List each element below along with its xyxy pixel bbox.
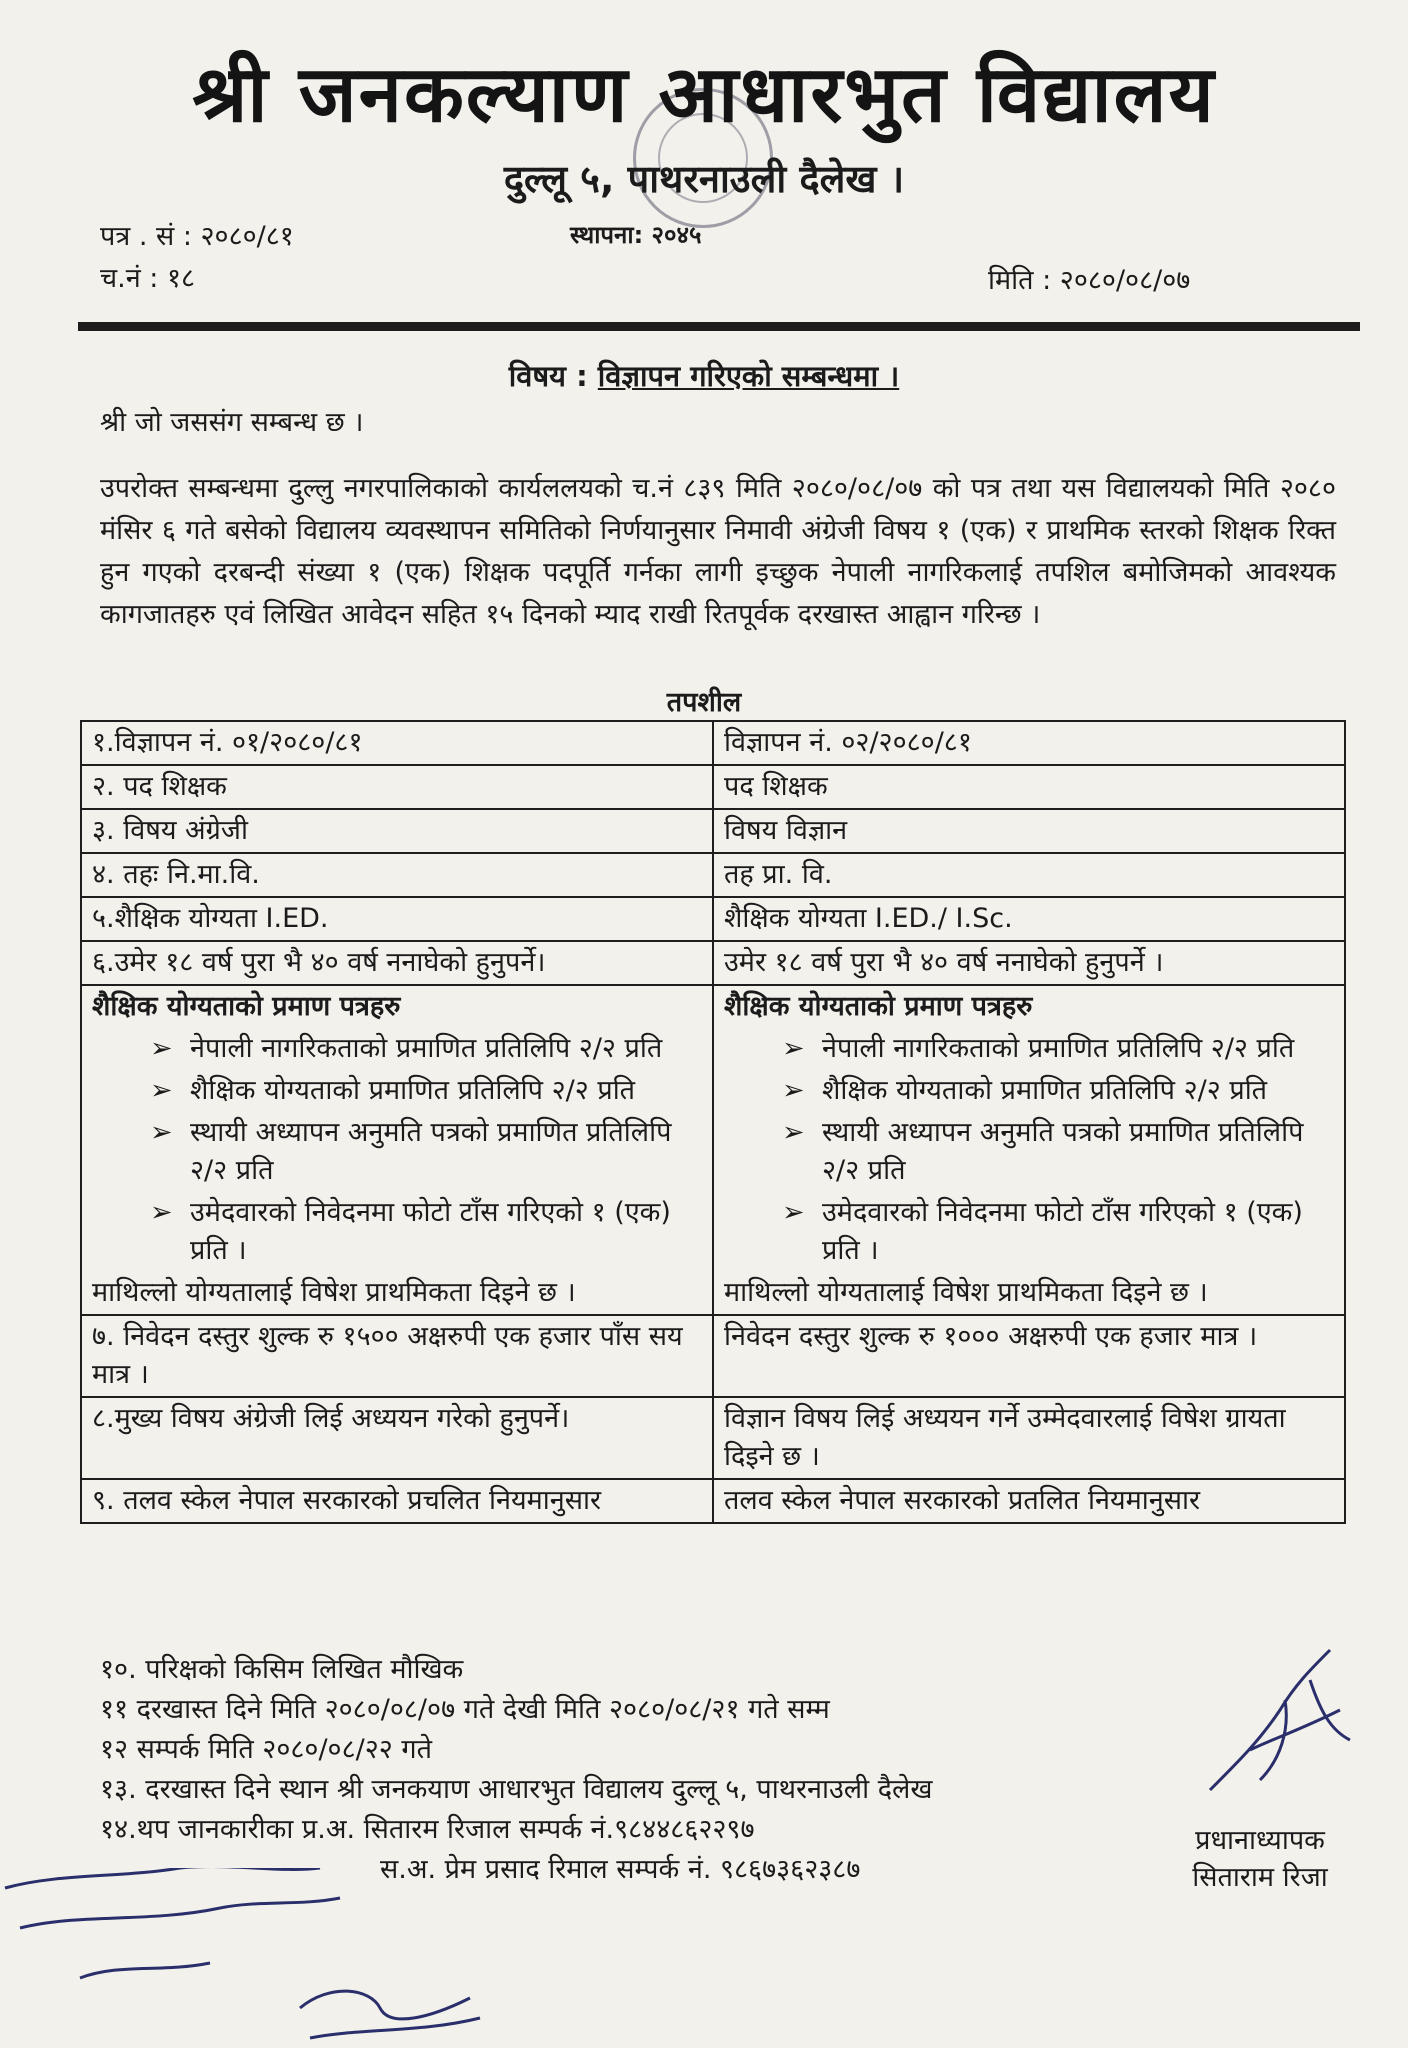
list-item: ➢ स्थायी अध्यापन अनुमति पत्रको प्रमाणित प्रतिलिपि २/२ प्रति [782,1114,1334,1190]
arrow-bullet-icon: ➢ [150,1117,173,1148]
note-line: १३. दरखास्त दिने स्थान श्री जनकयाण आधारभुत विद्यालय दुल्लू ५, पाथरनाउली दैलेख [100,1774,933,1805]
arrow-bullet-icon: ➢ [782,1197,805,1228]
school-address: दुल्लू ५, पाथरनाउली दैलेख । [503,157,905,201]
header-divider [78,322,1360,331]
arrow-bullet-icon: ➢ [150,1033,173,1064]
arrow-bullet-icon: ➢ [782,1075,805,1106]
documents-list [92,1030,702,1270]
note-line: १२ सम्पर्क मिति २०८०/०८/२२ गते [100,1734,432,1765]
table-cell: पद शिक्षक [713,765,1345,809]
table-row [81,1479,1345,1523]
table-row [81,1397,1345,1479]
table-row [81,809,1345,853]
documents-cell-right [713,985,1345,1315]
list-item: ➢ उमेदवारको निवेदनमा फोटो टाँस गरिएको १ (एक) प्रति । [782,1194,1334,1270]
note-line: १४.थप जानकारीका प्र.अ. सितारम रिजाल सम्पर्क नं.९८४४८६२२९७ [100,1814,755,1845]
signatory-name: सिताराम रिजा [1192,1862,1328,1893]
letter-date: मिति : २०८०/०८/०७ [988,265,1191,296]
documents-note: माथिल्लो योग्यतालाई विषेश प्राथमिकता दिइने छ । [724,1277,1208,1308]
documents-title: शैक्षिक योग्यताको प्रमाण पत्रहरु [724,991,1033,1022]
subject-line [0,356,1408,395]
documents-title: शैक्षिक योग्यताको प्रमाण पत्रहरु [92,991,401,1022]
table-row [81,1315,1345,1397]
documents-cell-left [81,985,713,1315]
table-row [81,897,1345,941]
school-title: श्री जनकल्याण आधारभुत विद्यालय [192,50,1216,140]
table-row [81,721,1345,765]
subject-prefix: विषय : [508,359,588,393]
table-row-documents [81,985,1345,1315]
additional-notes [100,1650,932,1890]
table-cell: शैक्षिक योग्यता I.ED./ I.Sc. [713,897,1345,941]
note-line: स.अ. प्रेम प्रसाद रिमाल सम्पर्क नं. ९८६७३६२३८७ [380,1854,861,1885]
list-item: ➢ स्थायी अध्यापन अनुमति पत्रको प्रमाणित प्रतिलिपि २/२ प्रति [150,1114,702,1190]
table-cell: तलव स्केल नेपाल सरकारको प्रतलित नियमानुसार [713,1479,1345,1523]
table-cell: तह प्रा. वि. [713,853,1345,897]
subject-text: विज्ञापन गरिएको सम्बन्धमा । [597,359,900,393]
table-row [81,853,1345,897]
table-cell: विषय विज्ञान [713,809,1345,853]
table-cell: ४. तहः नि.मा.वि. [81,853,713,897]
table-cell: ३. विषय अंग्रेजी [81,809,713,853]
table-row [81,941,1345,985]
list-item: ➢ नेपाली नागरिकताको प्रमाणित प्रतिलिपि २/२ प्रति [782,1030,1334,1068]
table-cell: ९. तलव स्केल नेपाल सरकारको प्रचलित नियमानुसार [81,1479,713,1523]
arrow-bullet-icon: ➢ [782,1117,805,1148]
table-cell: २. पद शिक्षक [81,765,713,809]
table-cell: ६.उमेर १८ वर्ष पुरा भै ४० वर्ष ननाघेको हुनुपर्ने। [81,941,713,985]
list-item: ➢ शैक्षिक योग्यताको प्रमाणित प्रतिलिपि २/२ प्रति [150,1072,702,1110]
salutation: श्री जो जससंग सम्बन्ध छ । [100,407,364,438]
list-item: ➢ नेपाली नागरिकताको प्रमाणित प्रतिलिपि २/२ प्रति [150,1030,702,1068]
table-cell: उमेर १८ वर्ष पुरा भै ४० वर्ष ननाघेको हुनुपर्ने । [713,941,1345,985]
established-year: स्थापना: २०४५ [570,221,702,249]
arrow-bullet-icon: ➢ [782,1033,805,1064]
signatory-role: प्रधानाध्यापक [1195,1825,1325,1856]
table-cell: विज्ञान विषय लिई अध्ययन गर्ने उम्मेदवारलाई विषेश ग्रायता दिइने छ । [713,1397,1345,1479]
arrow-bullet-icon: ➢ [150,1197,173,1228]
details-heading: तपशील [666,687,742,718]
vacancy-details-table [80,720,1346,1524]
list-item: ➢ शैक्षिक योग्यताको प्रमाणित प्रतिलिपि २/२ प्रति [782,1072,1334,1110]
handwritten-annotation [0,1868,520,2048]
signature-block [1160,1820,1360,1894]
table-cell: विज्ञापन नं. ०२/२०८०/८१ [713,721,1345,765]
list-item: ➢ उमेदवारको निवेदनमा फोटो टाँस गरिएको १ (एक) प्रति । [150,1194,702,1270]
note-line: ११ दरखास्त दिने मिति २०८०/०८/०७ गते देखी मिति २०८०/०८/२१ गते सम्म [100,1694,830,1725]
table-row [81,765,1345,809]
table-cell: १.विज्ञापन नं. ०१/२०८०/८१ [81,721,713,765]
table-cell: ५.शैक्षिक योग्यता I.ED. [81,897,713,941]
note-line: १०. परिक्षको किसिम लिखित मौखिक [100,1654,464,1685]
notice-body: उपरोक्त सम्बन्धमा दुल्लु नगरपालिकाको कार्यललयको च.नं ८३९ मिति २०८०/०८/०७ को पत्र तथा यस विद्यालयको मिति २०८० मंसिर ६ गते बसेको विद्यालय व्यवस्थापन समितिको निर्णयानुसार निमावी अंग्रेजी विषय १ (एक) र प्राथमिक स्तरको शिक्षक रिक्त हुन गएको दरबन्दी संख्या १ (एक) शिक्षक पदपूर्ति गर्नका लागी इच्छुक नेपाली नागरिकलाई तपशिल बमोजिमको आवश्यक कागजातहरु एवं लिखित आवेदन सहित १५ दिनको म्याद राखी रितपूर्वक दरखास्त आह्वान गरिन्छ । [100,473,1336,630]
table-cell: ८.मुख्य विषय अंग्रेजी लिई अध्ययन गरेको हुनुपर्ने। [81,1397,713,1479]
headteacher-signature [1190,1640,1360,1820]
table-cell: ७. निवेदन दस्तुर शुल्क रु १५०० अक्षरुपी एक हजार पाँस सय मात्र । [81,1315,713,1397]
table-cell: निवेदन दस्तुर शुल्क रु १००० अक्षरुपी एक हजार मात्र । [713,1315,1345,1397]
letter-number: पत्र . सं : २०८०/८१ [100,221,294,252]
dispatch-number: च.नं : १८ [100,263,196,294]
documents-note: माथिल्लो योग्यतालाई विषेश प्राथमिकता दिइने छ । [92,1277,576,1308]
arrow-bullet-icon: ➢ [150,1075,173,1106]
documents-list [724,1030,1334,1270]
